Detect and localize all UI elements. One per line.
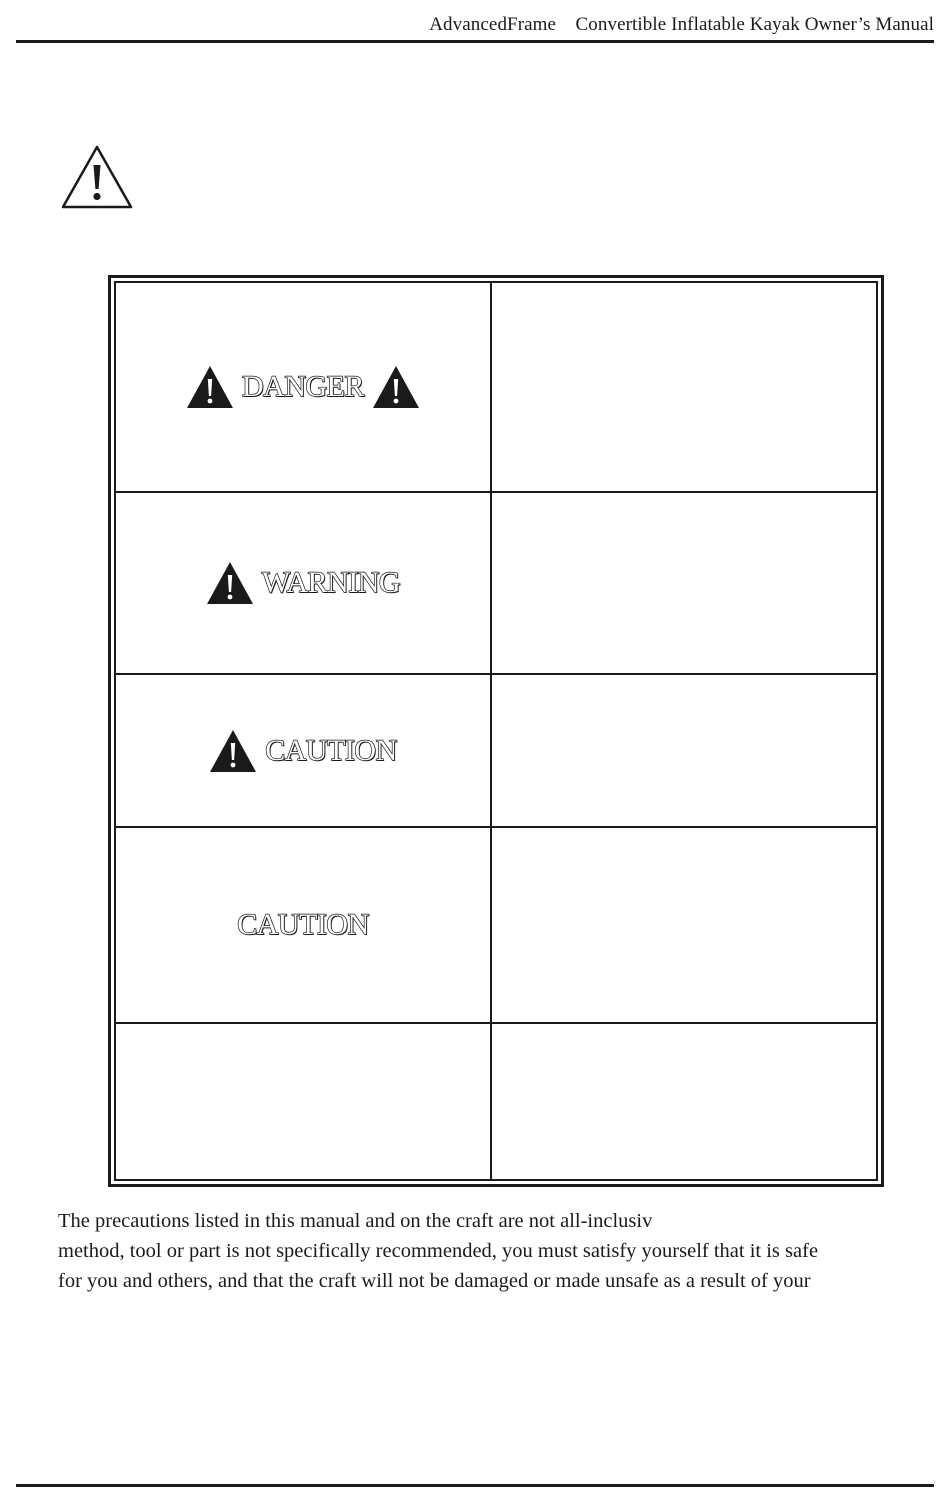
warning-description-cell: [492, 493, 876, 675]
warning-triangle-icon: [209, 729, 257, 773]
precautions-paragraph: [58, 1206, 898, 1296]
warning-label-cell: [116, 493, 492, 675]
warning-triangle-icon: [372, 365, 420, 409]
running-header: AdvancedFrame Convertible Inflatable Kayak Owner’s Manual: [429, 14, 934, 35]
footer-rule: [16, 1484, 934, 1487]
notice-description-cell: [492, 1024, 876, 1179]
header-rule: [16, 40, 934, 43]
caution-label-cell: [116, 675, 492, 828]
warning-signal-word: WARNING: [261, 566, 401, 599]
danger-signal-word: DANGER: [242, 370, 364, 403]
danger-label-cell: [116, 283, 492, 493]
signal-word-table: [108, 275, 884, 1187]
caution-signal-word: CAUTION: [265, 733, 397, 767]
notice-label-cell: [116, 1024, 492, 1179]
paragraph-line: method, tool or part is not specifically recommended, you must satisfy yourself that it is safe: [58, 1240, 819, 1262]
paragraph-line: The precautions listed in this manual and on the craft are not all-inclusiv: [58, 1210, 653, 1232]
paragraph-line: for you and others, and that the craft will not be damaged or made unsafe as a result of your: [58, 1270, 811, 1292]
caution-no-symbol-description-cell: [492, 828, 876, 1024]
warning-triangle-icon: [186, 365, 234, 409]
warning-triangle-icon: [206, 561, 254, 605]
danger-description-cell: [492, 283, 876, 493]
caution-no-symbol-signal-word: CAUTION: [237, 908, 369, 941]
caution-no-symbol-label-cell: [116, 828, 492, 1024]
caution-description-cell: [492, 675, 876, 828]
warning-triangle-icon: [60, 143, 134, 211]
